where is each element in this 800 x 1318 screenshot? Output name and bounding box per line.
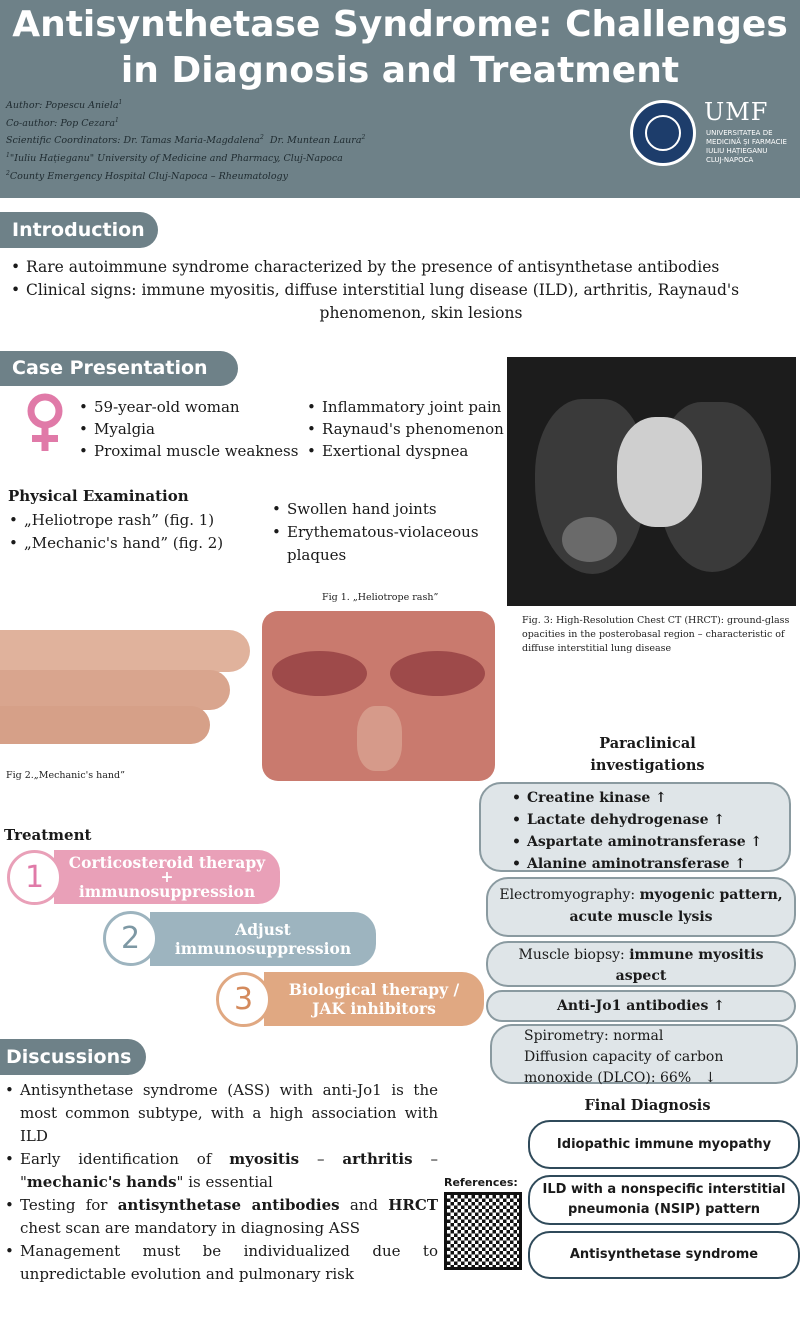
enzyme-item: • Lactate dehydrogenase ↑: [507, 809, 779, 831]
symptom-item: • Raynaud's phenomenon: [302, 418, 504, 440]
author-block: Author: Popescu Aniela$^1$ Co-author: Pop Cezara$^1$ Scientific Coordinators: Dr. Tamas Maria-Magdalena$^2$ Dr. Muntean Laura$^2$ $^1$"Iuliu Hațieganu" University of Medicine and Pharmacy, Cluj-Napoca $^2$County Emergency Hospital Cluj-Napoca – Rheumatology: [6, 99, 366, 182]
discussions-heading: Discussions: [0, 1039, 146, 1075]
step-number-3: 3: [216, 972, 271, 1027]
physical-exam-list: • „Heliotrope rash” (fig. 1) • „Mechanic's hand” (fig. 2): [4, 509, 223, 555]
references-label: References:: [444, 1176, 518, 1189]
qr-code[interactable]: [444, 1192, 522, 1270]
introduction-heading: Introduction: [0, 212, 158, 248]
chest-ct-image: [507, 357, 796, 606]
treatment-step-3: Biological therapy / JAK inhibitors: [264, 972, 484, 1026]
spirometry-box: Spirometry: normal Diffusion capacity of carbon monoxide (DLCO): 66% ↓: [490, 1024, 798, 1084]
introduction-text: • Rare autoimmune syndrome characterized by the presence of antisynthetase antibodies • Clinical signs: immune myositis, diffuse interstitial lung disease (ILD), arthritis, Raynaud's phenomenon, skin lesions: [6, 256, 796, 325]
enzyme-item: • Alanine aminotransferase ↑: [507, 853, 779, 875]
symptoms-list-2: [302, 396, 504, 462]
diagnosis-item: ILD with a nonspecific interstitial pneumonia (NSIP) pattern: [528, 1175, 800, 1225]
antibodies-box: Anti-Jo1 antibodies ↑: [486, 990, 796, 1022]
step-number-2: 2: [103, 911, 158, 966]
physical-exam-list-2: • Swollen hand joints • Erythematous-violaceous plaques: [267, 498, 505, 567]
enzyme-item: • Creatine kinase ↑: [507, 787, 779, 809]
diagnosis-item: Idiopathic immune myopathy: [528, 1120, 800, 1169]
treatment-step-2: Adjust immunosuppression: [150, 912, 376, 966]
symptom-item: • Inflammatory joint pain: [302, 396, 504, 418]
heliotrope-rash-photo: [262, 611, 495, 781]
university-seal-logo: [630, 100, 696, 166]
final-diagnosis-heading: Final Diagnosis: [584, 1097, 711, 1114]
fig3-caption: Fig. 3: High-Resolution Chest CT (HRCT): ground-glass opacities in the posterobasal region – characteristic of diffuse interstitial lung disease: [522, 615, 790, 654]
fig2-caption: Fig 2.„Mechanic's hand”: [6, 770, 125, 781]
female-symbol-icon: [24, 392, 66, 454]
emg-box: Electromyography: myogenic pattern, acute muscle lysis: [486, 877, 796, 937]
step-number-1: 1: [7, 850, 62, 905]
enzymes-box: [479, 782, 791, 872]
umf-logo-text: UMF: [704, 98, 769, 126]
biopsy-box: Muscle biopsy: immune myositis aspect: [486, 941, 796, 987]
physical-exam-heading: Physical Examination: [8, 487, 189, 505]
symptom-item: • Exertional dyspnea: [302, 440, 504, 462]
umf-logo-subtitle: UNIVERSITATEA DE MEDICINĂ ȘI FARMACIE IULIU HAȚIEGANU CLUJ-NAPOCA: [706, 129, 787, 164]
diagnosis-item: Antisynthetase syndrome: [528, 1231, 800, 1279]
treatment-step-1: Corticosteroid therapy + immunosuppression: [54, 850, 280, 904]
symptoms-list-1: [74, 396, 298, 462]
down-arrow-icon: ↓: [704, 1070, 717, 1086]
treatment-heading: Treatment: [4, 826, 92, 844]
paraclinical-heading: Paraclinical investigations: [590, 735, 705, 774]
fig1-caption: Fig 1. „Heliotrope rash”: [322, 592, 439, 603]
case-presentation-heading: Case Presentation: [0, 351, 238, 386]
mechanics-hand-photo: [0, 612, 258, 752]
discussions-list: • Antisynthetase syndrome (ASS) with anti-Jo1 is the most common subtype, with a high association with ILD • Early identification of myositis – arthritis – "mechanic's hands" is essential • Testing for antisynthetase antibodies and HRCT chest scan are mandatory in diagnosing ASS • Management must be individualized due to unpredictable evolution and pulmonary risk: [0, 1079, 438, 1286]
enzyme-item: • Aspartate aminotransferase ↑: [507, 831, 779, 853]
symptom-item: • Myalgia: [74, 418, 298, 440]
symptom-item: • 59-year-old woman: [74, 396, 298, 418]
poster-title: Antisynthetase Syndrome: Challenges in Diagnosis and Treatment: [12, 4, 788, 91]
symptom-item: • Proximal muscle weakness: [74, 440, 298, 462]
